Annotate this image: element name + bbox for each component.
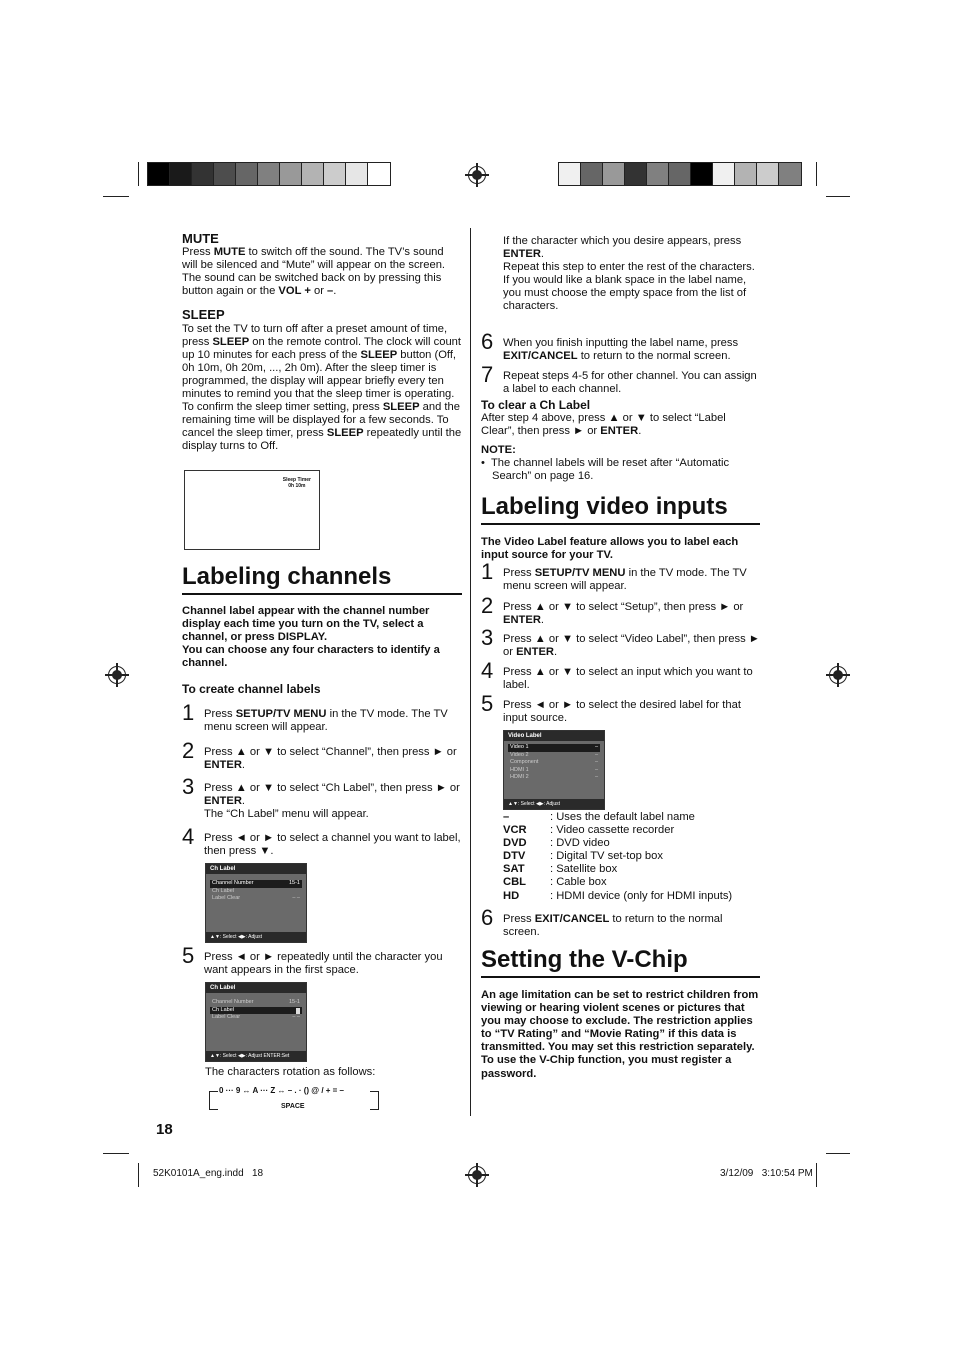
calibration-swatch	[346, 163, 368, 185]
calibration-swatch	[779, 163, 801, 185]
screen-row: Ch Label	[210, 1007, 302, 1015]
v-chip-section	[481, 946, 760, 1081]
sleep-screen-title: Sleep Timer	[282, 477, 311, 483]
video-step-1: 1 Press SETUP/TV MENU in the TV mode. The TV menu screen will appear.	[481, 559, 747, 593]
step-2: 2 Press ▲ or ▼ to select “Channel”, then press ► or ENTER.	[182, 738, 457, 772]
crop-mark	[103, 1153, 129, 1154]
screen-row: Channel Number 15-1	[212, 999, 300, 1005]
screen-row: Label Clear – –	[212, 895, 300, 901]
calibration-swatch	[170, 163, 192, 185]
screen-row: Channel Number 15-1	[212, 880, 300, 886]
step-number: 4	[182, 824, 195, 849]
vchip-intro: An age limitation can be set to restrict children from viewing or hearing violent scenes or pictures that you may choose to exclude. The restriction applies to “TV Rating” and “Movie Rating” if this data is transmitted. You may set this restriction separately. To use the V-Chip function, you must register a password.	[481, 989, 759, 1080]
calibration-swatch	[148, 163, 170, 185]
video-step-2: 2 Press ▲ or ▼ to select “Setup”, then press ► or ENTER.	[481, 593, 744, 627]
calibration-swatch	[302, 163, 324, 185]
label-item: – : Uses the default label name	[503, 811, 695, 823]
step-5: 5 Press ◄ or ► repeatedly until the character you want appears in the first space.	[182, 943, 443, 977]
step-number: 6	[481, 905, 494, 930]
sleep-heading: SLEEP	[182, 307, 225, 323]
step-number: 5	[182, 943, 195, 968]
crop-mark	[826, 1153, 850, 1154]
video-step-3: 3 Press ▲ or ▼ to select “Video Label”, then press ► or ENTER.	[481, 625, 760, 659]
note-text: • The channel labels will be reset after “Automatic Search” on page 16.	[481, 457, 730, 483]
registration-mark-icon	[468, 166, 486, 184]
calibration-swatch	[757, 163, 779, 185]
calibration-bar-left	[147, 162, 391, 186]
calibration-swatch	[669, 163, 691, 185]
calibration-swatch	[735, 163, 757, 185]
labeling-video-inputs-section	[481, 493, 760, 562]
rotation-text: The characters rotation as follows:	[205, 1066, 376, 1078]
rotation-diagram	[205, 1083, 380, 1115]
step-3: 3 Press ▲ or ▼ to select “Ch Label”, then press ► or ENTER. The “Ch Label” menu will appear.	[182, 774, 460, 821]
mute-heading: MUTE	[182, 231, 219, 246]
calibration-swatch	[324, 163, 346, 185]
rotation-sequence: 0 ··· 9 ↔ A ··· Z ↔ – . · () @ / + = –	[219, 1086, 344, 1095]
calibration-swatch	[280, 163, 302, 185]
step-number: 5	[481, 691, 494, 716]
clear-label-heading: To clear a Ch Label	[481, 398, 591, 412]
label-item: CBL : Cable box	[503, 876, 607, 889]
rotation-space-label: SPACE	[281, 1103, 305, 1110]
label-item: DTV : Digital TV set-top box	[503, 850, 663, 863]
screen-footer: ▲▼: Select ◀▶: Adjust	[504, 799, 604, 809]
crop-mark	[103, 196, 129, 197]
step-4: 4 Press ◄ or ► to select a channel you want to label, then press ▼.	[182, 824, 461, 858]
calibration-swatch	[713, 163, 735, 185]
rotation-caption	[205, 1066, 465, 1079]
step-7: 7 Repeat steps 4-5 for other channel. You can assign a label to each channel.	[481, 362, 757, 396]
step-number: 1	[481, 559, 494, 584]
intro-text-1: Channel label appear with the channel number display each time you turn on the TV, select a channel, or press DISPLAY.	[182, 605, 430, 644]
footer-date: 3/12/09 3:10:54 PM	[720, 1168, 813, 1179]
screen-row: Ch Label	[212, 887, 235, 894]
label-item: HD : HDMI device (only for HDMI inputs)	[503, 889, 733, 902]
calibration-swatch	[559, 163, 581, 185]
video-step-6: 6 Press EXIT/CANCEL to return to the normal screen.	[481, 905, 723, 939]
calibration-swatch	[581, 163, 603, 185]
video-label-screen	[503, 730, 605, 810]
screen-footer: ▲▼: Select ◀▶: Adjust ENTER:Set	[206, 1051, 306, 1061]
intro-text-2: You can choose any four characters to identify a channel.	[182, 644, 440, 670]
column-divider	[470, 228, 471, 1116]
calibration-swatch	[647, 163, 669, 185]
registration-mark-icon	[108, 666, 126, 684]
ch-label-screen	[205, 863, 307, 943]
sleep-screen-value: 0h 10m	[288, 483, 306, 489]
video-step-4: 4 Press ▲ or ▼ to select an input which you want to label.	[481, 658, 753, 692]
calibration-swatch	[236, 163, 258, 185]
screen-row: HDMI 1 –	[510, 766, 598, 773]
step-number: 1	[182, 700, 195, 725]
calibration-swatch	[192, 163, 214, 185]
screen-title: Ch Label	[206, 983, 306, 993]
calibration-swatch	[368, 163, 390, 185]
screen-footer: ▲▼: Select ◀▶: Adjust	[206, 932, 306, 942]
create-labels-subheading: To create channel labels	[182, 682, 321, 697]
step-1: 1 Press SETUP/TV MENU in the TV mode. The TV menu screen will appear.	[182, 700, 448, 734]
section-title-video: Labeling video inputs	[481, 493, 760, 525]
calibration-swatch	[603, 163, 625, 185]
footer-file-info: 52K0101A_eng.indd 18	[153, 1168, 264, 1179]
crop-mark	[816, 162, 817, 186]
step-number: 7	[481, 362, 494, 387]
step-number: 3	[182, 774, 195, 799]
label-item: DVD : DVD video	[503, 837, 610, 850]
calibration-swatch	[258, 163, 280, 185]
step-5-continued: If the character which you desire appears, press ENTER. Repeat this step to enter the rest of the characters. If you would like a blank space in the label name, you must choose the empty space from the list of characters.	[503, 235, 755, 313]
clear-label-section: To clear a Ch Label After step 4 above, press ▲ or ▼ to select “Label Clear”, then press ► or ENTER. NOTE: • The channel labels will be reset after “Automatic Search” on page 16.	[481, 399, 761, 484]
step-number: 4	[481, 658, 494, 683]
step-number: 3	[481, 625, 494, 650]
page-number: 18	[156, 1121, 173, 1138]
calibration-swatch	[625, 163, 647, 185]
screen-row: Video 1 –	[510, 744, 598, 750]
calibration-swatch	[214, 163, 236, 185]
label-item: VCR : Video cassette recorder	[503, 824, 675, 837]
sleep-timer-screen	[184, 470, 320, 550]
screen-row: Video 2 –	[510, 751, 598, 758]
label-list	[503, 811, 763, 903]
video-intro: The Video Label feature allows you to label each input source for your TV.	[481, 536, 739, 562]
step-number: 6	[481, 329, 494, 354]
screen-title: Video Label	[504, 731, 604, 741]
step-number: 2	[182, 738, 195, 763]
crop-mark	[816, 1163, 817, 1187]
section-title-vchip: Setting the V-Chip	[481, 946, 760, 978]
step-number: 2	[481, 593, 494, 618]
note-heading: NOTE:	[481, 444, 516, 457]
sleep-text: To set the TV to turn off after a preset amount of time, press SLEEP on the remote control. The clock will count up 10 minutes for each press of the SLEEP button (Off, 0h 10m, 0h 20m, ..., 2h 0m). After the sleep timer is programmed, the display will appear briefly every ten minutes to remind you that the sleep timer is operating. To confirm the sleep timer setting, press SLEEP and the remaining time will be displayed for a few seconds. To cancel the sleep timer, press SLEEP repeatedly until the display turns to Off.	[182, 322, 462, 453]
registration-mark-icon	[468, 1166, 486, 1184]
calibration-bar-right	[558, 162, 802, 186]
label-item: SAT : Satellite box	[503, 863, 618, 876]
screen-row: Label Clear – –	[212, 1014, 300, 1020]
page-title: Labeling channels	[182, 563, 462, 595]
labeling-channels-section	[182, 563, 462, 697]
crop-mark	[826, 196, 850, 197]
ch-label-screen-2	[205, 982, 307, 1062]
calibration-swatch	[691, 163, 713, 185]
video-step-5: 5 Press ◄ or ► to select the desired label for that input source.	[481, 691, 741, 725]
screen-title: Ch Label	[206, 864, 306, 874]
screen-row: Component –	[510, 759, 598, 765]
left-column	[182, 232, 462, 454]
registration-mark-icon	[829, 666, 847, 684]
crop-mark	[138, 1163, 139, 1187]
step-6: 6 When you finish inputting the label name, press EXIT/CANCEL to return to the normal screen.	[481, 329, 739, 363]
screen-row: HDMI 2 –	[510, 774, 598, 780]
mute-text: Press MUTE to switch off the sound. The TV’s sound will be silenced and “Mute” will appear on the screen. The sound can be switched back on by pressing this button again or the VOL + or –.	[182, 246, 446, 298]
crop-mark	[138, 162, 139, 186]
